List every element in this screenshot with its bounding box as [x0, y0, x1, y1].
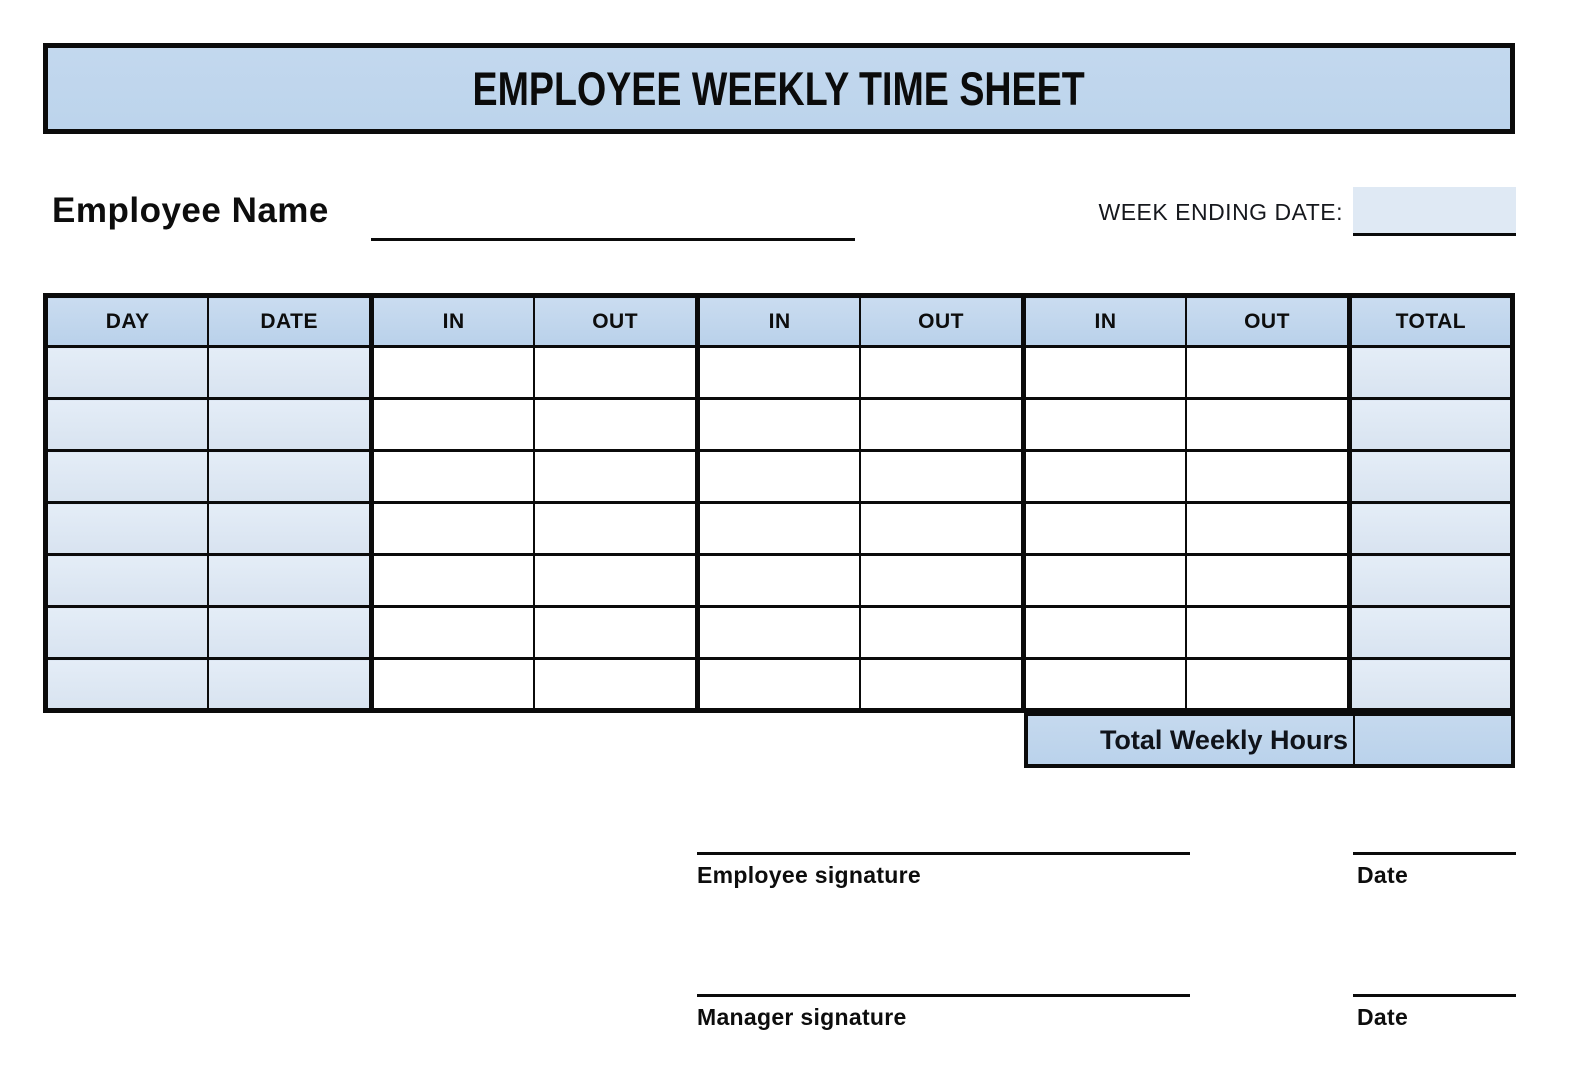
timesheet-body: [46, 347, 1513, 711]
out-cell[interactable]: [1186, 555, 1349, 607]
out-cell[interactable]: [534, 451, 697, 503]
in-cell[interactable]: [697, 347, 860, 399]
out-cell[interactable]: [860, 659, 1023, 711]
day-cell[interactable]: [46, 555, 209, 607]
in-cell[interactable]: [371, 659, 534, 711]
column-header-out-3: OUT: [1186, 296, 1349, 347]
employee-name-label: Employee Name: [52, 191, 329, 230]
out-cell[interactable]: [1186, 399, 1349, 451]
out-cell[interactable]: [534, 607, 697, 659]
in-cell[interactable]: [1023, 451, 1186, 503]
column-header-date: DATE: [208, 296, 371, 347]
in-cell[interactable]: [371, 607, 534, 659]
out-cell[interactable]: [860, 555, 1023, 607]
column-header-in-2: IN: [697, 296, 860, 347]
timesheet-row: [46, 347, 1513, 399]
day-cell[interactable]: [46, 399, 209, 451]
timesheet-header: [46, 296, 1513, 347]
out-cell[interactable]: [534, 659, 697, 711]
in-cell[interactable]: [697, 607, 860, 659]
page-title: EMPLOYEE WEEKLY TIME SHEET: [472, 62, 1086, 115]
out-cell[interactable]: [534, 503, 697, 555]
total-cell[interactable]: [1349, 503, 1512, 555]
timesheet-header-row: [46, 296, 1513, 347]
out-cell[interactable]: [1186, 607, 1349, 659]
in-cell[interactable]: [371, 347, 534, 399]
out-cell[interactable]: [1186, 451, 1349, 503]
timesheet-row: [46, 659, 1513, 711]
in-cell[interactable]: [697, 399, 860, 451]
out-cell[interactable]: [860, 347, 1023, 399]
date-cell[interactable]: [208, 451, 371, 503]
column-header-day: DAY: [46, 296, 209, 347]
week-ending-date-input[interactable]: [1353, 187, 1516, 236]
in-cell[interactable]: [371, 451, 534, 503]
manager-signature-date-label: Date: [1357, 1004, 1409, 1030]
title-banner: [43, 43, 1515, 134]
in-cell[interactable]: [371, 555, 534, 607]
in-cell[interactable]: [697, 555, 860, 607]
column-header-out-2: OUT: [860, 296, 1023, 347]
in-cell[interactable]: [1023, 555, 1186, 607]
total-cell[interactable]: [1349, 451, 1512, 503]
timesheet-row: [46, 399, 1513, 451]
out-cell[interactable]: [860, 607, 1023, 659]
out-cell[interactable]: [534, 399, 697, 451]
timesheet-row: [46, 555, 1513, 607]
date-cell[interactable]: [208, 659, 371, 711]
total-cell[interactable]: [1349, 659, 1512, 711]
employee-signature-label: Employee signature: [697, 862, 921, 888]
day-cell[interactable]: [46, 607, 209, 659]
in-cell[interactable]: [1023, 659, 1186, 711]
column-header-out-1: OUT: [534, 296, 697, 347]
total-cell[interactable]: [1349, 399, 1512, 451]
timesheet-row: [46, 451, 1513, 503]
total-weekly-hours-label: Total Weekly Hours: [1028, 716, 1353, 764]
date-cell[interactable]: [208, 607, 371, 659]
out-cell[interactable]: [1186, 503, 1349, 555]
in-cell[interactable]: [1023, 607, 1186, 659]
in-cell[interactable]: [697, 659, 860, 711]
column-header-total: TOTAL: [1349, 296, 1512, 347]
out-cell[interactable]: [860, 451, 1023, 503]
in-cell[interactable]: [1023, 503, 1186, 555]
total-cell[interactable]: [1349, 347, 1512, 399]
date-cell[interactable]: [208, 555, 371, 607]
manager-signature-label: Manager signature: [697, 1004, 907, 1030]
day-cell[interactable]: [46, 503, 209, 555]
column-header-in-3: IN: [1023, 296, 1186, 347]
employee-signature-date-line[interactable]: [1353, 852, 1516, 855]
in-cell[interactable]: [371, 503, 534, 555]
timesheet-table: [43, 293, 1515, 713]
in-cell[interactable]: [1023, 347, 1186, 399]
day-cell[interactable]: [46, 659, 209, 711]
total-cell[interactable]: [1349, 555, 1512, 607]
day-cell[interactable]: [46, 347, 209, 399]
out-cell[interactable]: [534, 347, 697, 399]
timesheet-row: [46, 607, 1513, 659]
employee-signature-line[interactable]: [697, 852, 1190, 855]
manager-signature-date-line[interactable]: [1353, 994, 1516, 997]
out-cell[interactable]: [534, 555, 697, 607]
out-cell[interactable]: [860, 503, 1023, 555]
in-cell[interactable]: [371, 399, 534, 451]
in-cell[interactable]: [1023, 399, 1186, 451]
column-header-in-1: IN: [371, 296, 534, 347]
day-cell[interactable]: [46, 451, 209, 503]
total-weekly-hours-value[interactable]: [1353, 716, 1511, 764]
timesheet-row: [46, 503, 1513, 555]
date-cell[interactable]: [208, 399, 371, 451]
out-cell[interactable]: [1186, 347, 1349, 399]
total-weekly-hours-row: [1024, 712, 1515, 768]
total-cell[interactable]: [1349, 607, 1512, 659]
employee-signature-date-label: Date: [1357, 862, 1409, 888]
week-ending-date-label: WEEK ENDING DATE:: [1098, 199, 1343, 225]
out-cell[interactable]: [1186, 659, 1349, 711]
out-cell[interactable]: [860, 399, 1023, 451]
date-cell[interactable]: [208, 347, 371, 399]
manager-signature-line[interactable]: [697, 994, 1190, 997]
in-cell[interactable]: [697, 503, 860, 555]
employee-name-input-line[interactable]: [371, 238, 855, 241]
in-cell[interactable]: [697, 451, 860, 503]
date-cell[interactable]: [208, 503, 371, 555]
